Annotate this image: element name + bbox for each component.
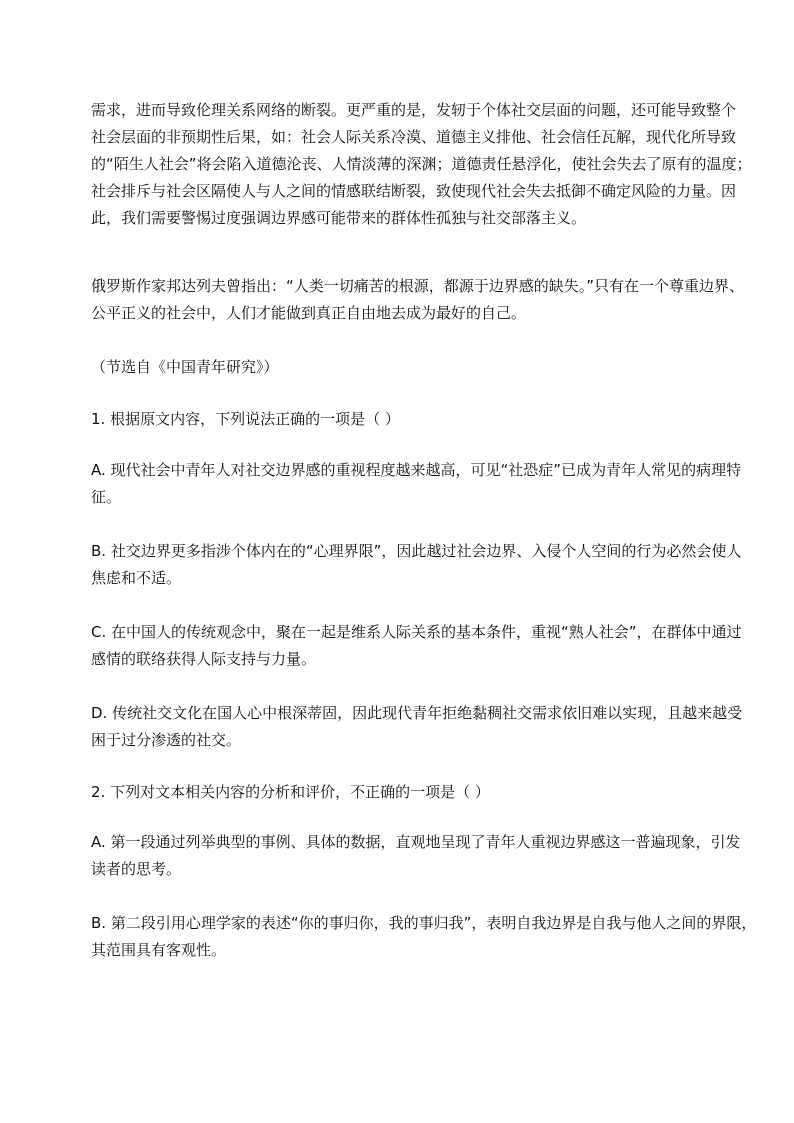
source-text: （节选自《中国青年研究》） [91,358,279,376]
text-line: 社会排斥与社会区隔使人与人之间的情感联结断裂，致使现代社会失去抵御不确定风险的力量。因 [91,182,737,200]
paragraph-2 [91,273,745,327]
option-text: C. 在中国人的传统观念中，聚在一起是维系人际关系的基本条件，重视“熟人社会”，在群体中通过 [91,623,742,641]
question-2-stem [91,779,703,806]
question-1-option-a [91,457,742,511]
source-note [91,354,703,381]
option-text: 感情的联络获得人际支持与力量。 [91,650,317,668]
text-line: 俄罗斯作家邦达列夫曾指出：“人类一切痛苦的根源，都源于边界感的缺失。”只有在一个尊重边界、 [91,277,745,295]
option-text: 其范围具有客观性。 [91,941,227,959]
option-text: 焦虑和不适。 [91,569,182,587]
question-1-option-d [91,700,743,754]
option-text: B. 社交边界更多指涉个体内在的“心理界限”，因此越过社会边界、入侵个人空间的行为必然会使人 [91,542,742,560]
question-2-option-b [91,910,757,964]
question-stem-text: 2. 下列对文本相关内容的分析和评价，不正确的一项是（ ） [91,783,490,801]
option-text: D. 传统社交文化在国人心中根深蒂固，因此现代青年拒绝黏稠社交需求依旧难以实现，且越来越受 [91,704,743,722]
text-line: 公平正义的社会中，人们才能做到真正自由地去成为最好的自己。 [91,304,527,322]
option-text: 征。 [91,488,122,506]
option-text: A. 现代社会中青年人对社交边界感的重视程度越来越高，可见“社恐症”已成为青年人常见的病理特 [91,461,742,479]
text-line: 需求，进而导致伦理关系网络的断裂。更严重的是，发轫于个体社交层面的问题，还可能导致整个 [91,101,737,119]
option-text: B. 第二段引用心理学家的表述“你的事归你，我的事归我”，表明自我边界是自我与他人之间的界限， [91,914,757,932]
question-1-option-b [91,538,742,592]
text-line: 的“陌生人社会”将会陷入道德沦丧、人情淡薄的深渊；道德责任悬浮化，使社会失去了原有的温度； [91,155,752,173]
question-stem-text: 1. 根据原文内容，下列说法正确的一项是（ ） [91,410,400,428]
text-line: 社会层面的非预期性后果，如：社会人际关系冷漠、道德主义排他、社会信任瓦解，现代化所导致 [91,128,737,146]
paragraph-1 [91,97,752,232]
question-1-option-c [91,619,742,673]
option-text: A. 第一段通过列举典型的事例、具体的数据，直观地呈现了青年人重视边界感这一普遍现象，引发 [91,833,741,851]
option-text: 困于过分渗透的社交。 [91,731,242,749]
question-1-stem [91,406,703,433]
text-line: 此，我们需要警惕过度强调边界感可能带来的群体性孤独与社交部落主义。 [91,209,587,227]
question-2-option-a [91,829,741,883]
option-text: 读者的思考。 [91,860,182,878]
